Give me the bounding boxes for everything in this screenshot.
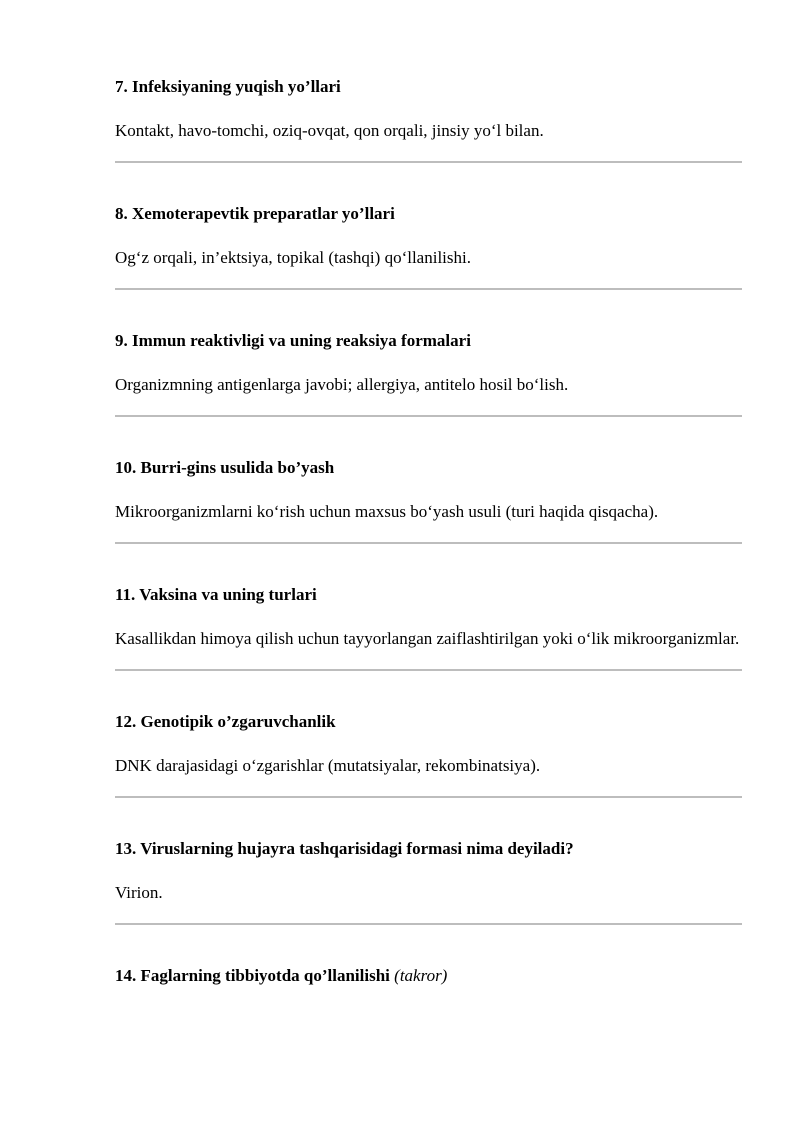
- qa-item-13: [115, 838, 742, 925]
- question-heading: 13. Viruslarning hujayra tashqarisidagi formasi nima deyiladi?: [115, 839, 574, 858]
- question-text: 14. Faglarning tibbiyotda qo’llanilishi: [115, 966, 390, 985]
- qa-item-11: [115, 584, 742, 671]
- section-divider: [115, 542, 742, 544]
- question-heading: 7. Infeksiyaning yuqish yo’llari: [115, 77, 341, 96]
- section-divider: [115, 288, 742, 290]
- qa-item-7: [115, 76, 742, 163]
- question-heading: [115, 965, 742, 987]
- question-heading: 9. Immun reaktivligi va uning reaksiya formalari: [115, 331, 471, 350]
- answer-text: DNK darajasidagi o‘zgarishlar (mutatsiyalar, rekombinatsiya).: [115, 756, 541, 775]
- question-heading: 12. Genotipik o’zgaruvchanlik: [115, 712, 336, 731]
- question-heading: 11. Vaksina va uning turlari: [115, 585, 317, 604]
- section-divider: [115, 161, 742, 163]
- section-divider: [115, 796, 742, 798]
- qa-item-14: [115, 965, 742, 987]
- qa-item-10: [115, 457, 742, 544]
- section-divider: [115, 923, 742, 925]
- answer-text: Mikroorganizmlarni ko‘rish uchun maxsus bo‘yash usuli (turi haqida qisqacha).: [115, 502, 659, 521]
- section-divider: [115, 669, 742, 671]
- qa-item-12: [115, 711, 742, 798]
- answer-text: Og‘z orqali, in’ektsiya, topikal (tashqi) qo‘llanilishi.: [115, 248, 471, 267]
- answer-text: Kasallikdan himoya qilish uchun tayyorlangan zaiflashtirilgan yoki o‘lik mikroorganizmlar.: [115, 629, 740, 648]
- answer-text: Virion.: [115, 883, 163, 902]
- qa-item-8: [115, 203, 742, 290]
- question-heading: 8. Xemoterapevtik preparatlar yo’llari: [115, 204, 395, 223]
- question-note: (takror): [394, 966, 448, 985]
- document-page: [115, 76, 742, 1008]
- section-divider: [115, 415, 742, 417]
- answer-text: Organizmning antigenlarga javobi; allergiya, antitelo hosil bo‘lish.: [115, 375, 569, 394]
- question-heading: 10. Burri-gins usulida bo’yash: [115, 458, 335, 477]
- qa-item-9: [115, 330, 742, 417]
- answer-text: Kontakt, havo-tomchi, oziq-ovqat, qon orqali, jinsiy yo‘l bilan.: [115, 121, 544, 140]
